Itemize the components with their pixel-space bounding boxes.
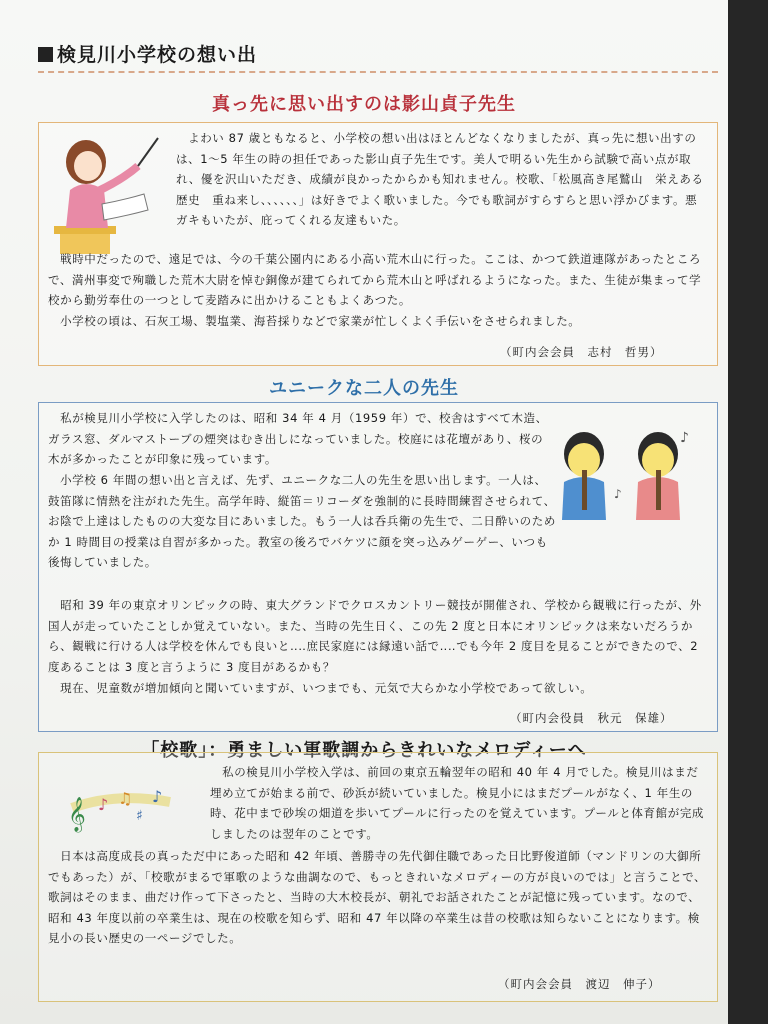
section1-paragraph2: 戦時中だったので、遠足では、今の千葉公園内にある小高い荒木山に行った。ここは、かつて鉄道連隊があったところで、満州事変で殉職した荒木大尉を悼む銅像が建てられてから荒木山と呼ばれるようになった。また、生徒が集まって学校から勤労奉仕の一つとして麦踏みに出かけることもよくあつた。 (48, 252, 702, 307)
section2-paragraph3: 昭和 39 年の東京オリンピックの時、東大グランドでクロスカントリー競技が開催され、学校から観戦に行ったが、外国人が走っていたことしか覚えていない。また、当時の先生日く、この先 2 度と日本にオリンピックは来ないだろうから、観戦に行ける人は学校を休んでも良いと‥‥庶民家庭には縁遠い話で‥‥でも今年 2 度目を見ることができたので、2 度あることは 3 度と言うように 3 度目があるかも？ (48, 598, 702, 674)
section3-paragraph1: 私の検見川小学校入学は、前回の東京五輪翌年の昭和 40 年 4 月でした。検見川はまだ埋め立てが始まる前で、砂浜が続いていました。検見小にはまだプールがなく、1 年生の時、花中まで砂埃の畑道を歩いてプールに行ったのを覚えています。プールと体育館が完成しましたのは翌年のことです。 (210, 765, 705, 841)
section2-heading: ユニークな二人の先生 (269, 378, 459, 399)
svg-text:♪: ♪ (98, 795, 109, 814)
section3-paragraph2: 日本は高度成長の真っただ中にあった昭和 42 年頃、善勝寺の先代御住職であった日比野俊道師（マンドリンの大御所でもあった）が、「校歌がまるで軍歌のような曲調なので、もっときれいなメロディーの方が良いのでは」と言うことで、歌詞はそのまま、曲だけ作って下さったと、当時の大木校長が、朝礼でお話されたことが記憶に残っています。なので、昭和 43 年度以前の卒業生は、現在の校歌を知らず、昭和 47 年以降の卒業生は昔の校歌は知らないことになります。検見小の長い歴史の一ページでした。 (48, 849, 707, 945)
svg-text:♪: ♪ (152, 787, 163, 806)
section1-paragraph3: 小学校の頃は、石灰工場、製塩業、海苔採りなどで家業が忙しくよく手伝いをさせられました。 (48, 314, 581, 328)
section2-paragraph4: 現在、児童数が増加傾向と聞いていますが、いつまでも、元気で大らかな小学校であって欲しい。 (48, 681, 593, 695)
section1-heading: 真っ先に思い出すのは影山貞子先生 (212, 94, 516, 115)
svg-text:♪: ♪ (614, 487, 622, 501)
square-bullet-icon (38, 47, 53, 62)
svg-text:♪: ♪ (680, 430, 689, 446)
teacher-conducting-icon (52, 130, 164, 258)
music-notes-icon (66, 780, 176, 840)
svg-text:𝄞: 𝄞 (68, 797, 86, 832)
children-recorder-icon (552, 420, 702, 524)
background-edge (728, 0, 768, 1024)
section1-signature: （町内会会員 志村 哲男） (500, 345, 663, 359)
section1-paragraph1: よわい 87 歳ともなると、小学校の想い出はほとんどなくなりましたが、真っ先に想い出すのは、1～5 年生の時の担任であった影山貞子先生です。美人で明るい先生から試験で高い点が取れ、優を沢山いただき、成績が良かったからかも知れません。校歌、「松風高き尾鷲山 栄えある歴史 重ね来し、、、、、、」は好きでよく歌いました。今でも歌詞がすらすらと思い浮かびます。悪ガキもいたが、庇ってくれる友達もいた。 (176, 131, 704, 227)
section3-heading: 「校歌」：勇ましい軍歌調からきれいなメロディーへ (141, 740, 587, 761)
section2-signature: （町内会役員 秋元 保雄） (510, 711, 673, 725)
section3-signature: （町内会会員 渡辺 伸子） (498, 977, 661, 991)
page-title (38, 40, 718, 73)
svg-text:♯: ♯ (136, 808, 143, 824)
section2-paragraph2: 小学校 6 年間の想い出と言えば、先ず、ユニークな二人の先生を思い出します。一人は、鼓笛隊に情熱を注がれた先生。高学年時、縦笛＝リコーダを強制的に長時間練習させられて、お陰で上達はしたものの大変な目にあいました。もう一人は呑兵衛の先生で、二日酔いのためか 1 時間目の授業は自習が多かった。教室の後ろでバケツに顔を突っ込みゲーゲー、いつも後悔していました。 (48, 473, 556, 569)
page-title-text: 検見川小学校の想い出 (57, 44, 258, 66)
svg-text:♫: ♫ (118, 789, 133, 808)
section2-paragraph1: 私が検見川小学校に入学したのは、昭和 34 年 4 月（1959 年）で、校舎はすべて木造、ガラス窓、ダルマストーブの煙突はむき出しになっていました。校庭には花壇があり、桜の木が多かったことが印象に残っています。 (48, 411, 548, 466)
